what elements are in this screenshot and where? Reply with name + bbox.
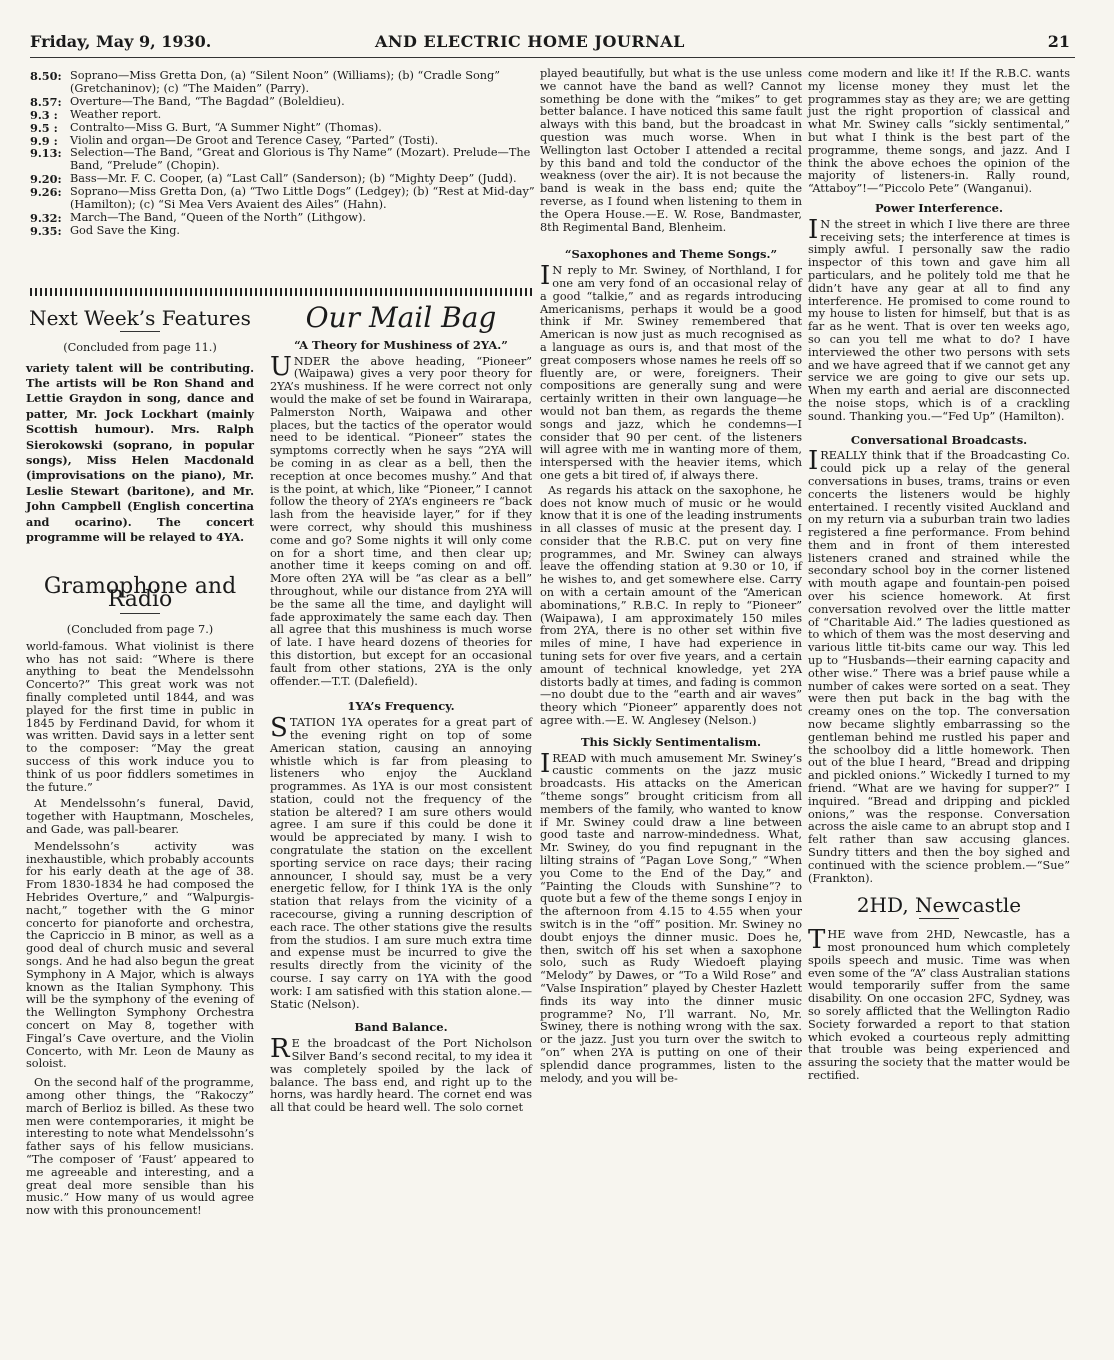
next-week-heading: Next Week’s Features	[29, 306, 251, 330]
continued-text: come modern and like it! If the R.B.C. wants my license money they must let the programmes stay as they are; we are getting just the right proportion of classical and what Mr. Swiney calls “sickly sentimental,” but what I think is the best part of the programme, theme songs, and jazz. And I think the above echoes the opinion of the majority of listeners-in. Rally round, “Attaboy”!—“Piccolo Pete” (Wanganui).	[808, 67, 1070, 196]
column-3	[540, 68, 802, 1085]
next-week-body: variety talent will be contributing. The artists will be Ron Shand and Lettie Graydon in song, dance and patter, Mr. Jock Lockhart (mainly Scottish humour). Mrs. Ralph Sierokowski (soprano, in popular songs), Miss Helen Macdonald (improvisations on the piano), Mr. Leslie Stewart (baritone), and Mr. John Campbell (English concertina and ocarino). The concert programme will be relayed to 4YA.	[26, 360, 254, 545]
programme-item: 9.32: March—The Band, “Queen of the North” (Lithgow).	[30, 210, 366, 225]
divider	[120, 331, 160, 332]
programme-item: 9.3 : Weather report.	[30, 107, 162, 122]
drop-cap: I	[808, 446, 819, 477]
gramophone-heading: Gramophone and Radio	[43, 574, 237, 613]
programme-item: 9.35: God Save the King.	[30, 223, 181, 238]
drop-cap: S	[270, 713, 288, 744]
programme-item: 9.20: Bass—Mr. F. C. Cooper, (a) “Last Call” (Sanderson); (b) “Mighty Deep” (Judd).	[30, 172, 517, 187]
paragraph: As regards his attack on the saxophone, he does not know much of music or he would know that it is one of the leading instruments in all classes of music at the present day. I consider that the R.B.C. put on very fine programmes, and Mr. Swiney can always leave the offending station at 9.30 or 10, if he wishes to, and get somewhere else. Carry on with a certain amount of the “American abominations,” R.B.C. In reply to “Pioneer” (Waipawa), I am approximately 150 miles from 2YA, there is no other set within five miles of mine, I have had experience in tuning sets for over five years, and a certain amount of technical knowledge, yet 2YA distorts badly at times, and fading is common—no doubt due to the “earth and air waves” theory which “Pioneer” apparently does not agree with.—E. W. Anglesey (Nelson.)	[540, 483, 802, 728]
column-4	[808, 68, 1070, 1083]
letter-body: E the broadcast of the Port Nicholson Silver Band’s second recital, to my idea it was completely spoiled by the lack of balance. The bass end, and right up to the horns, was hardly heard. The cornet end was all that could be heard well. The solo cornet	[270, 1037, 532, 1115]
letter-body: TATION 1YA operates for a great part of the evening right on top of some American station, causing an annoying whistle which is far from pleasing to listeners who enjoy the Auckland programmes. As 1YA is our most consistent station, could not the frequency of the station be altered? I am sure others would agree. I am sure if this could be done it would be appreciated by many. I wish to congratulate the station on the excellent sporting service on race days; their racing announcer, I should say, must be a very energetic fellow, for I think 1YA is the only station that relays from the vicinity of a racecourse, giving a running description of each race. The other stations give the results from the studios. I am sure much extra time and expense must be incurred to give the results directly from the vicinity of the course. I say carry on 1YA with the good work: I am satisfied with this station alone.—Static (Nelson).	[270, 716, 532, 1011]
paragraph: On the second half of the programme, among other things, the “Rakoczy” march of Berlioz is billed. As these two men were contemporaries, it might be interesting to note what Mendelssohn’s father says of his fellow musicians. “The composer of ‘Faust’ appeared to me agreeable and interesting, and a great deal more sensible than his music.” How many of us would agree now with this pronouncement!	[26, 1076, 254, 1218]
drop-cap: I	[540, 261, 551, 292]
mailbag-heading: Our Mail Bag	[305, 301, 497, 334]
page-header	[30, 32, 1070, 54]
page-number: 21	[1047, 32, 1070, 51]
concluded-note: (Concluded from page 7.)	[66, 623, 214, 637]
header-rule	[30, 57, 1075, 58]
programme-item: 9.13: Selection—The Band, “Great and Glorious is Thy Name” (Mozart). Prelude—The Band, “Prelude” (Chopin).	[30, 146, 531, 173]
letter-title: Conversational Broadcasts.	[850, 432, 1028, 447]
header-title: AND ELECTRIC HOME JOURNAL	[375, 32, 685, 51]
letter-title: “A Theory for Mushiness of 2YA.”	[294, 337, 508, 352]
letter-title: This Sickly Sentimentalism.	[580, 734, 762, 749]
letter-title: Power Interference.	[874, 200, 1004, 215]
column-1	[26, 306, 254, 1222]
letter-body: N the street in which I live there are three receiving sets; the interference at times is simply awful. I personally saw the radio inspector of this town and gave him all particulars, and he politely told me that he didn’t have any gear at all to find any interference. He promised to come round to my house to listen for himself, but that is as far as he went. That is over ten weeks ago, so can you tell me what to do? I have interviewed the other two persons with sets and we have agreed that if we cannot get any service we are going to give our sets up. When my earth and aerial are disconnected the noise stops, which is of a crackling sound. Thanking you.—“Fed Up” (Hamilton).	[808, 217, 1071, 423]
divider	[919, 918, 959, 919]
programme-item: 8.50: Soprano—Miss Gretta Don, (a) “Silent Noon” (Williams); (b) “Cradle Song” (Gretchaninov); (c) “The Maiden” (Parry).	[30, 69, 501, 95]
drop-cap: I	[808, 214, 819, 245]
article-body: HE wave from 2HD, Newcastle, has a most pronounced hum which completely spoils speech and music. Time was when even some of the “A” class Australian stations would temporarily suffer from the same disability. On one occasion 2FC, Sydney, was so sorely afflicted that the Wellington Radio Society forwarded a report to that station which evoked a courteous reply admitting that trouble was being experienced and assuring the society that the matter would be rectified.	[808, 928, 1070, 1082]
header-date: Friday, May 9, 1930.	[30, 32, 212, 51]
paragraph: world-famous. What violinist is there who has not said: “Where is there anything to beat the Mendelssohn Concerto?” This great work was not finally completed until 1844, and was played for the first time in public in 1845 by Ferdinand David, for whom it was written. David says in a letter sent to the composer: “May the great success of this work induce you to think of us poor fiddlers sometimes in the future.”	[26, 639, 254, 794]
dashed-divider	[30, 288, 535, 296]
programme-item: 9.9 : Violin and organ—De Groot and Terence Casey, “Parted” (Tosti).	[30, 133, 439, 148]
concluded-note: (Concluded from page 11.)	[63, 340, 217, 354]
paragraph: At Mendelssohn’s funeral, David, together with Hauptmann, Moscheles, and Gade, was pall-bearer.	[26, 797, 254, 837]
letter-title: “Saxophones and Theme Songs.”	[564, 247, 778, 262]
drop-cap: R	[270, 1034, 290, 1065]
column-2	[270, 301, 532, 1115]
letter-body: READ with much amusement Mr. Swiney’s caustic comments on the jazz music broadcasts. His attacks on the American “theme songs” brought criticism from all members of the family, who wanted to know if Mr. Swiney could draw a line between good taste and narrow-mindedness. What, Mr. Swiney, do you find repugnant in the lilting strains of “Pagan Love Song,” “When you Come to the End of the Day,” and “Painting the Clouds with Sunshine”? to quote but a few of the theme songs I enjoy in the afternoon from 4.15 to 4.55 when your switch is in the “off” position. Mr. Swiney no doubt enjoys the dinner music. Does he, then, switch off his set when a saxophone solo, such as Rudy Wiedoeft playing “Melody” by Dawes, or “To a Wild Rose” and “Valse Inspiration” played by Chester Hazlett finds its way into the dinner music programme? No, I’ll warrant. No, Mr. Swiney, there is nothing wrong with the sax. or the jazz. Just you turn over the switch to “on” when 2YA is putting on one of their splendid dance programmes, listen to the melody, and you will be-	[540, 751, 802, 1085]
letter-body: N reply to Mr. Swiney, of Northland, I for one am very fond of an occasional relay of a good “talkie,” and as regards introducing Americanisms, perhaps it would be a good think if Mr. Swiney remembered that American is now just as much recognised as a language as ours is, and that most of the great composers whose names he reels off so fluently are, or were, foreigners. Their compositions are generally sung and were certainly written in their own language—he would not ban them, as regards the theme songs and jazz, which he condemns—I consider that 90 per cent. of the listeners will agree with me in wanting more of them, interspersed with the heavier items, which one gets a bit tired of, if always there.	[540, 264, 802, 482]
drop-cap: I	[540, 748, 551, 779]
newcastle-heading: 2HD, Newcastle	[856, 893, 1022, 918]
paragraph: Mendelssohn’s activity was inexhaustible, which probably accounts for his early death at the age of 38. From 1830-1834 he had composed the Hebrides Overture,” and “Walpurgis-nacht,” together with the G minor concerto for pianoforte and orchestra, the Capriccio in B minor, as well as a good deal of church music and several songs. And he had also begun the great Symphony in A Major, which is always known as the Italian Symphony. This will be the symphony of the evening of the Wellington Symphony Orchestra concert on May 8, together with Fingal’s Cave overture, and the Violin Concerto, with Mr. Leon de Mauny as soloist.	[26, 839, 254, 1071]
programme-item: 8.57: Overture—The Band, “The Bagdad” (Boleldieu).	[30, 94, 345, 109]
letter-title: 1YA’s Frequency.	[347, 699, 455, 714]
drop-cap: T	[808, 925, 826, 956]
continued-text: played beautifully, but what is the use unless we cannot have the band as well? Cannot something be done with the “mikes” to get better balance. I have noticed this same fault always with this band, but the broadcast in question was much worse. When in Wellington last October I attended a recital by this band and told the conductor of the weakness (over the air). It is not because the band is weak in the bass end; quite the reverse, as I found when listening to them in the Opera House.—E. W. Rose, Bandmaster, 8th Regimental Band, Blenheim.	[540, 67, 802, 234]
divider	[120, 613, 160, 614]
drop-cap: U	[270, 351, 292, 382]
letter-title: Band Balance.	[354, 1020, 448, 1035]
programme-item: 9.26: Soprano—Miss Gretta Don, (a) “Two Little Dogs” (Ledgey); (b) “Rest at Mid-day” (Hamilton); (c) “Si Mea Vers Avaient des Ailes” (Hahn).	[30, 185, 535, 212]
programme-list	[30, 70, 535, 238]
letter-body: NDER the above heading, “Pioneer” (Waipawa) gives a very poor theory for 2YA’s mushiness. If he were correct not only would the make of set be found in Wairarapa, Palmerston North, Waipawa and other places, but the tactics of the operator would need to be identical. “Pioneer” states the symptoms correctly when he says “2YA will be coming in as clear as a bell, then the reception at once becomes mushy.” And that is the point, at which, like “Pioneer,” I cannot follow the theory of 2YA’s engineers re “back lash from the heaviside layer,” for if they were correct, why should this mushiness come and go? Some nights it will only come on for a short time, and then clear up; another time it keeps coming on and off. More often 2YA will be “as clear as a bell” throughout, while our distance from 2YA will be the same all the time, and daylight will fade approximately the same each day. Then all agree that this mushiness is much worse of late. I have heard dozens of theories for this distortion, but except for an occasional fault from other stations, 2YA is the only offender.—T.T. (Dalefield).	[270, 354, 532, 688]
programme-item: 9.5 : Contralto—Miss G. Burt, “A Summer Night” (Thomas).	[30, 120, 382, 135]
letter-body: REALLY think that if the Broadcasting Co. could pick up a relay of the general conversations in buses, trams, trains or even concerts the listeners would be highly entertained. I recently visited Auckland and on my return via a suburban train two ladies registered a fine performance. From behind them and in front of them interested listeners craned and strained while the secondary school boy in the corner listened with mouth agape and fountain-pen poised over his science homework. At first conversation revolved over the little matter of “Charitable Aid.” The ladies questioned as to which of them was the most deserving and various little tit-bits came our way. This led up to “Husbands—their earning capacity and other wise.” There was a brief pause while a number of cakes were sorted on a seat. They were then put back in the bag with the creamy ones on the top. The conversation now became slightly embarrassing so the gentleman behind me rustled his paper and the schoolboy did a little homework. Then out of the blue I heard, “Bread and dripping and pickled onions.” Wickedly I turned to my friend. “What are we having for supper?” I inquired. “Bread and dripping and pickled onions,” was the response. Conversation across the aisle came to an abrupt stop and I felt rather than saw accusing glances. Sundry titters and then the boy sighed and continued with the science problem.—“Sue” (Frankton).	[808, 449, 1070, 885]
